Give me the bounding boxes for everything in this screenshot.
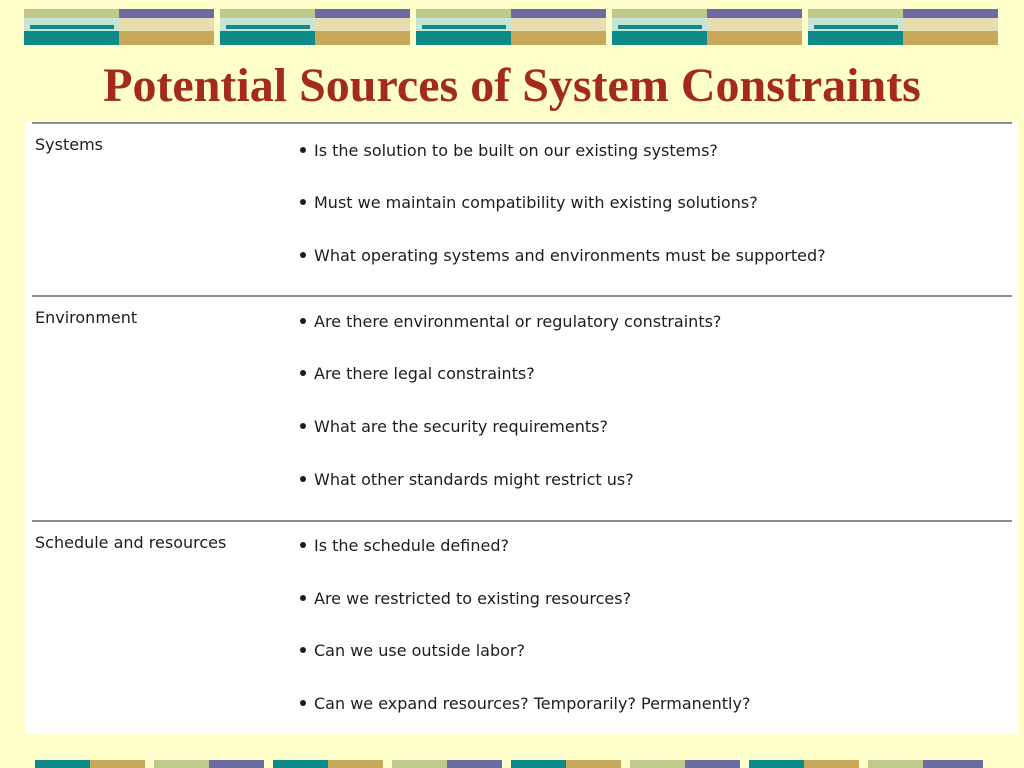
list-item: Is the solution to be built on our existing systems? <box>300 141 718 160</box>
list-item: Are we restricted to existing resources? <box>300 589 631 608</box>
banner-block <box>612 9 802 45</box>
list-item: Are there legal constraints? <box>300 364 535 383</box>
bullet-dot-icon <box>300 647 306 653</box>
list-item: What are the security requirements? <box>300 417 608 436</box>
bullet-dot-icon <box>300 147 306 153</box>
list-item: Can we expand resources? Temporarily? Permanently? <box>300 694 750 713</box>
slide-title: Potential Sources of System Constraints <box>103 59 921 112</box>
banner-block <box>808 9 998 45</box>
banner-block <box>220 9 410 45</box>
list-item: Is the schedule defined? <box>300 536 509 555</box>
list-item: Are there environmental or regulatory constraints? <box>300 312 721 331</box>
banner-block <box>24 9 214 45</box>
bullet-dot-icon <box>300 595 306 601</box>
row-label: Schedule and resources <box>35 533 227 552</box>
bullet-dot-icon <box>300 199 306 205</box>
table-row-environment <box>32 295 1012 521</box>
banner-block <box>416 9 606 45</box>
bullet-dot-icon <box>300 370 306 376</box>
bullet-dot-icon <box>300 542 306 548</box>
list-item: What operating systems and environments must be supported? <box>300 246 826 265</box>
bullet-dot-icon <box>300 700 306 706</box>
list-item: Can we use outside labor? <box>300 641 525 660</box>
list-item: Must we maintain compatibility with existing solutions? <box>300 193 758 212</box>
bullet-dot-icon <box>300 476 306 482</box>
bullet-dot-icon <box>300 252 306 258</box>
row-label: Systems <box>35 135 103 154</box>
constraints-table <box>25 122 1017 734</box>
table-row-schedule-resources <box>32 520 1012 734</box>
bullet-dot-icon <box>300 423 306 429</box>
bullet-dot-icon <box>300 318 306 324</box>
list-item: What other standards might restrict us? <box>300 470 634 489</box>
table-row-systems <box>32 122 1012 296</box>
row-label: Environment <box>35 308 138 327</box>
top-decorative-banner <box>24 9 998 45</box>
bottom-decorative-strip <box>35 760 983 768</box>
